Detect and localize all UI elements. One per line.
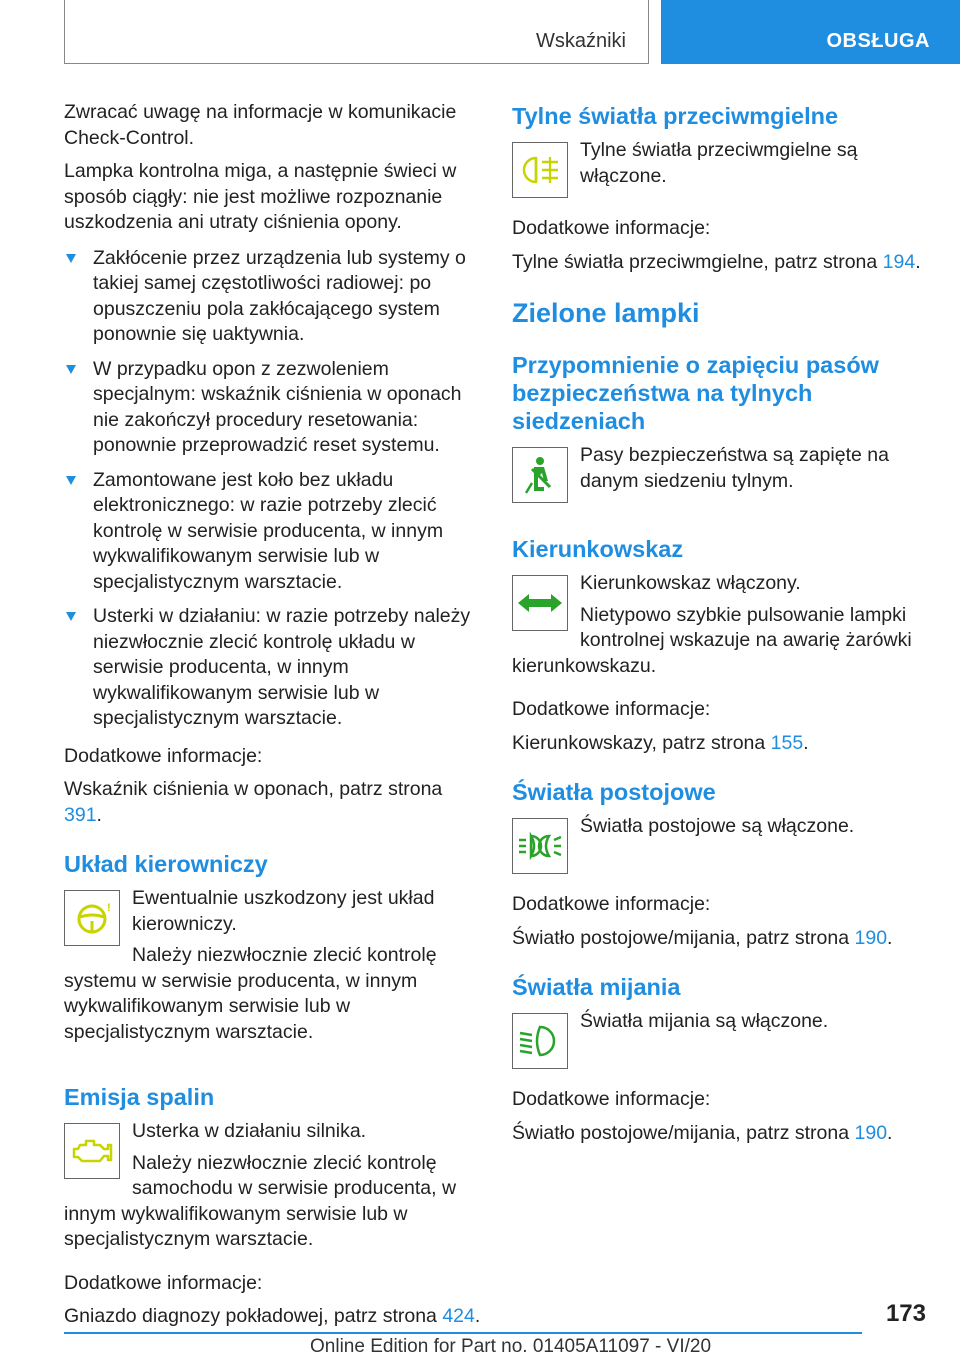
steering-indicator bbox=[64, 886, 482, 1051]
parking-paragraph: Światła postojowe są włączone. bbox=[580, 815, 855, 837]
engine-icon bbox=[64, 1123, 120, 1179]
header-frame bbox=[64, 0, 649, 64]
more-info-label: Dodatkowe informacje: bbox=[64, 744, 263, 767]
footer-divider bbox=[64, 1332, 862, 1334]
flashing-paragraph: Lampka kontrolna miga, a następnie świeci w sposób ciągły: nie jest możliwe rozpoznanie uszkodzenia ani utraty ciśnienia opony. bbox=[64, 160, 457, 233]
list-item: Zakłócenie przez urządzenia lub systemy o takiej samej częstotliwości radiowej: po opuszczeniu pola zakłócającego system ponownie się uaktywnia. bbox=[64, 246, 482, 348]
rear-fog-heading: Tylne światła przeciwmgielne bbox=[512, 103, 839, 129]
page-link-391[interactable]: 391 bbox=[64, 803, 97, 826]
emission-heading: Emisja spalin bbox=[64, 1084, 215, 1110]
seatbelt-heading: Przypomnienie o zapięciu pasów bezpieczeństwa na tylnych siedzeniach bbox=[512, 352, 879, 434]
right-column bbox=[512, 100, 922, 1154]
green-lamps-heading: Zielone lampki bbox=[512, 298, 700, 328]
turn-signal-paragraph-2: Nietypowo szybkie pulsowanie lampki kontrolnej wskazuje na awarię żarówki kierunkowskazu. bbox=[512, 603, 912, 677]
seatbelt-paragraph: Pasy bezpieczeństwa są zapięte na danym siedzeniu tylnym. bbox=[580, 444, 889, 492]
turn-signal-more-info-label: Dodatkowe informacje: bbox=[512, 698, 711, 720]
bullet-triangle-icon bbox=[66, 476, 76, 485]
list-item: Zamontowane jest koło bez układu elektronicznego: w razie potrzeby zlecić kontrolę w serwisie producenta, w innym wykwalifikowanym serwisie lub w specjalistycznym warsztacie. bbox=[64, 468, 482, 596]
low-beam-reference: Światło postojowe/mijania, patrz strona 190. bbox=[512, 1121, 893, 1144]
page-link-155[interactable]: 155 bbox=[770, 731, 804, 754]
turn-signal-paragraph-1: Kierunkowskaz włączony. bbox=[580, 572, 801, 594]
turn-signal-indicator bbox=[512, 571, 922, 685]
steering-paragraph-2: Należy niezwłocznie zlecić kontrolę systemu w serwisie producenta, w innym wykwalifikowanym serwisie lub w specjalistycznym warsztacie. bbox=[64, 944, 437, 1043]
low-beam-indicator bbox=[512, 1009, 922, 1075]
parking-indicator bbox=[512, 814, 922, 880]
rear-fog-paragraph: Tylne światła przeciwmgielne są włączone. bbox=[580, 139, 858, 187]
parking-more-info-label: Dodatkowe informacje: bbox=[512, 893, 711, 915]
header-section-title: Wskaźniki bbox=[535, 30, 626, 52]
parking-reference: Światło postojowe/mijania, patrz strona 190. bbox=[512, 926, 893, 949]
rear-fog-indicator bbox=[512, 138, 922, 204]
page-link-194[interactable]: 194 bbox=[882, 250, 916, 273]
page-link-190[interactable]: 190 bbox=[854, 926, 888, 949]
bullet-triangle-icon bbox=[66, 365, 76, 374]
footer-edition: Online Edition for Part no. 01405A11097 - VI/20 bbox=[310, 1336, 712, 1357]
emission-indicator bbox=[64, 1119, 482, 1259]
page-link-190-second[interactable]: 190 bbox=[854, 1121, 888, 1144]
steering-wheel-icon bbox=[64, 890, 120, 946]
low-beam-heading: Światła mijania bbox=[512, 974, 681, 1000]
steering-heading: Układ kierowniczy bbox=[64, 851, 268, 877]
tpms-reference: Wskaźnik ciśnienia w oponach, patrz strona 391. bbox=[64, 778, 443, 826]
parking-heading: Światła postojowe bbox=[512, 779, 716, 805]
list-item: Usterki w działaniu: w razie potrzeby należy niezwłocznie zlecić kontrolę układu w serwisie producenta, w innym wykwalifikowanym serwisie lub w specjalistycznym warsztacie. bbox=[64, 604, 482, 732]
rear-fog-light-icon bbox=[512, 142, 568, 198]
emission-paragraph-1: Usterka w działaniu silnika. bbox=[132, 1120, 367, 1142]
seatbelt-icon bbox=[512, 447, 568, 503]
emission-paragraph-2: Należy niezwłocznie zlecić kontrolę samochodu w serwisie producenta, w innym wykwalifikowanym serwisie lub w specjalistycznym warsztacie. bbox=[64, 1151, 457, 1250]
turn-signal-heading: Kierunkowskaz bbox=[512, 536, 684, 562]
bullet-triangle-icon bbox=[66, 612, 76, 621]
seatbelt-indicator bbox=[512, 443, 922, 509]
emission-more-info-label: Dodatkowe informacje: bbox=[64, 1271, 263, 1294]
parking-light-icon bbox=[512, 818, 568, 874]
rear-fog-reference: Tylne światła przeciwmgielne, patrz strona 194. bbox=[512, 250, 921, 273]
checkcontrol-paragraph: Zwracać uwagę na informacje w komunikacie Check-Control. bbox=[64, 101, 457, 149]
steering-paragraph-1: Ewentualnie uszkodzony jest układ kierowniczy. bbox=[132, 887, 435, 935]
turn-signal-icon bbox=[512, 575, 568, 631]
low-beam-more-info-label: Dodatkowe informacje: bbox=[512, 1088, 711, 1110]
low-beam-icon bbox=[512, 1013, 568, 1069]
bullet-triangle-icon bbox=[66, 254, 76, 263]
header-chapter-label: OBSŁUGA bbox=[826, 30, 930, 52]
turn-signal-reference: Kierunkowskazy, patrz strona 155. bbox=[512, 731, 809, 754]
list-item: W przypadku opon z zezwoleniem specjalnym: wskaźnik ciśnienia w oponach nie zakończył procedury resetowania: ponownie przeprowadzić reset systemu. bbox=[64, 357, 482, 459]
page-link-424[interactable]: 424 bbox=[442, 1305, 475, 1327]
page-number: 173 bbox=[885, 1300, 926, 1327]
left-column bbox=[64, 100, 482, 1338]
svg-text:!: ! bbox=[107, 902, 111, 914]
causes-list bbox=[64, 246, 482, 732]
emission-reference: Gniazdo diagnozy pokładowej, patrz strona 424. bbox=[64, 1305, 481, 1327]
low-beam-paragraph: Światła mijania są włączone. bbox=[580, 1010, 829, 1032]
rear-fog-more-info-label: Dodatkowe informacje: bbox=[512, 217, 711, 239]
header-chapter-tab[interactable] bbox=[661, 0, 960, 64]
